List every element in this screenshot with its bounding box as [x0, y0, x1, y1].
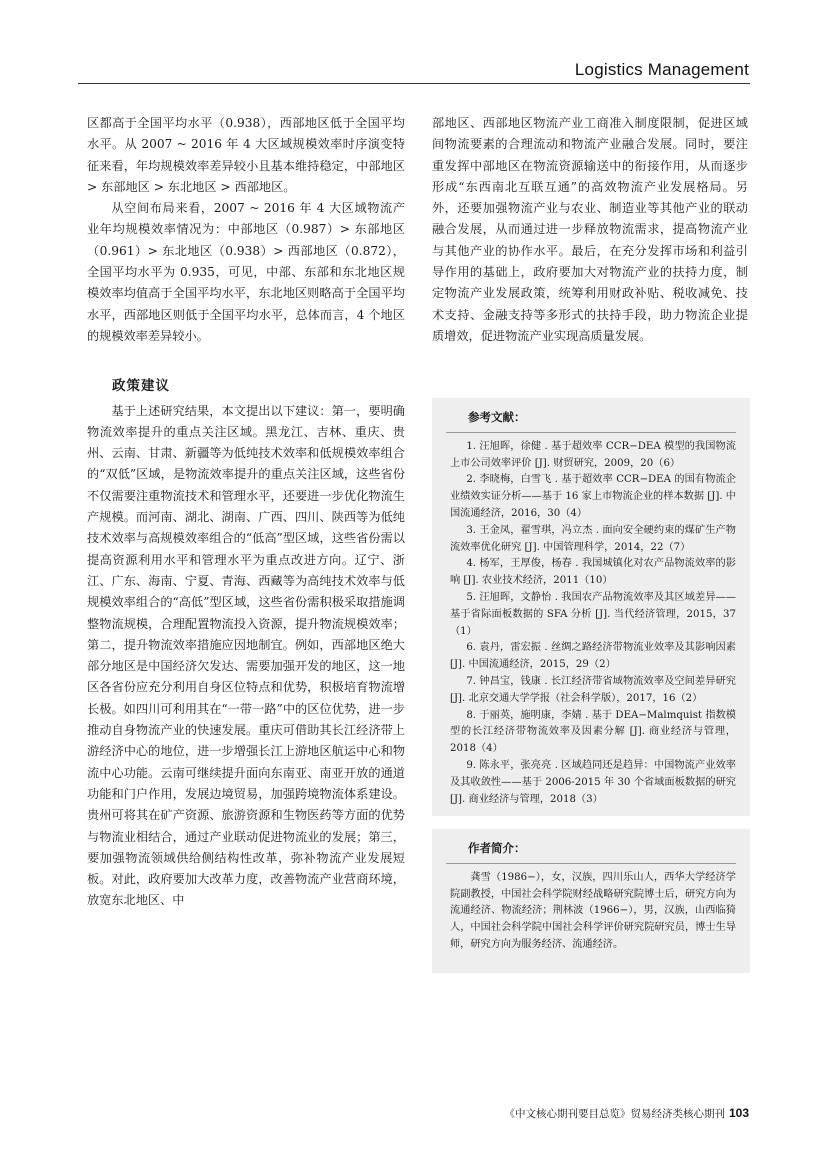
- author-box: [432, 829, 750, 973]
- reference-item: 9. 陈永平，张亮亮 . 区域趋同还是趋异：中国物流产业效率及其收敛性——基于 2006-2015 年 30 个省域面板数据的研究 [J]. 商业经济与管理，2018（3）: [450, 759, 736, 805]
- body-paragraph: 区都高于全国平均水平（0.938），西部地区低于全国平均水平。从 2007 ~ 2016 年 4 大区域规模效率时序演变特征来看，年均规模效率差异较小且基本维持稳定，中部地区 > 东部地区 > 东北地区 > 西部地区。: [87, 116, 405, 194]
- page-number: 103: [728, 1106, 749, 1120]
- reference-item: 1. 汪旭晖，徐健 . 基于超效率 CCR−DEA 模型的我国物流上市公司效率评价 [J]. 财贸研究，2009，20（6）: [450, 440, 736, 469]
- journal-section-title: Logistics Management: [574, 60, 749, 79]
- left-column: [87, 113, 405, 912]
- references-title: 参考文献：: [468, 412, 526, 424]
- reference-item: 2. 李晓梅，白雪飞 . 基于超效率 CCR−DEA 的国有物流企业绩效实证分析——基于 16 家上市物流企业的样本数据 [J]. 中国流通经济，2016，30（4）: [450, 474, 736, 519]
- reference-item: 5. 汪旭晖，文静怡 . 我国农产品物流效率及其区域差异——基于省际面板数据的 SFA 分析 [J]. 当代经济管理，2015，37（1）: [450, 591, 736, 637]
- body-paragraph: 从空间布局来看，2007 ~ 2016 年 4 大区域物流产业年均规模效率情况为：中部地区（0.987）> 东部地区（0.961）> 东北地区（0.938）> 西部地区（0.872），全国平均水平为 0.935，可见，中部、东部和东北地区规模效率均值高于全国平均水平，东北地区则略高于全国平均水平，西部地区则低于全国平均水平，总体而言，4 个地区的规模效率差异较小。: [87, 201, 405, 343]
- reference-item: 6. 袁丹，雷宏振 . 丝绸之路经济带物流业效率及其影响因素 [J]. 中国流通经济，2015，29（2）: [450, 642, 736, 671]
- references-divider: [446, 432, 736, 433]
- reference-item: 3. 王金凤，翟雪琪，冯立杰 . 面向安全硬约束的煤矿生产物流效率优化研究 [J]. 中国管理科学，2014，22（7）: [450, 524, 736, 553]
- header-divider: [78, 83, 750, 84]
- references-list: [450, 439, 736, 809]
- author-divider: [446, 863, 736, 864]
- section-heading: 政策建议: [112, 378, 170, 394]
- references-box: [432, 398, 750, 816]
- reference-item: 8. 于丽英，施明康，李婧 . 基于 DEA−Malmquist 指数模型的长江经济带物流效率及因素分解 [J]. 商业经济与管理，2018（4）: [450, 709, 736, 755]
- reference-item: 7. 钟昌宝，钱康 . 长江经济带省域物流效率及空间差异研究 [J]. 北京交通大学学报（社会科学版），2017，16（2）: [450, 675, 736, 704]
- footer-journal-note: 《中文核心期刊要目总览》贸易经济类核心期刊: [504, 1108, 725, 1120]
- page-footer: [504, 1106, 749, 1121]
- reference-item: 4. 杨军，王厚俊，杨春 . 我国城镇化对农产品物流效率的影响 [J]. 农业技术经济，2011（10）: [450, 558, 736, 587]
- body-paragraph: 基于上述研究结果，本文提出以下建议：第一，要明确物流效率提升的重点关注区域。黑龙江、吉林、重庆、贵州、云南、甘肃、新疆等为低纯技术效率和低规模效率组合的“双低”区域，是物流效率提升的重点关注区域，这些省份不仅需要注重物流技术和管理水平，还要进一步优化物流生产规模。而河南、湖北、湖南、广西、四川、陕西等为低纯技术效率与高规模效率组合的“低高”型区域，这些省份需以提高资源利用水平和管理水平为重点改进方向。辽宁、浙江、广东、海南、宁夏、青海、西藏等为高纯技术效率与低规模效率组合的“高低”型区域，这些省份需积极采取措施调整物流规模，合理配置物流投入资源，提升物流规模效率；第二，提升物流效率措施应因地制宜。例如，西部地区绝大部分地区是中国经济欠发达、需要加强开发的地区，这一地区各省份应充分利用自身区位特点和优势，积极培育物流增长极。如四川可利用其在“一带一路”中的区位优势，进一步推动自身物流产业的快速发展。重庆可借助其长江经济带上游经济中心的地位，进一步增强长江上游地区航运中心和物流中心功能。云南可继续提升面向东南亚、南亚开放的通道功能和门户作用，发展边境贸易，加强跨境物流体系建设。贵州可将其在矿产资源、旅游资源和生物医药等方面的优势与物流业相结合，通过产业联动促进物流业的发展；第三，要加强物流领域供给侧结构性改革，弥补物流产业发展短板。对此，政府要加大改革力度，改善物流产业营商环境，放宽东北地区、中: [87, 403, 405, 908]
- body-paragraph: 部地区、西部地区物流产业工商准入制度限制，促进区域间物流要素的合理流动和物流产业融合发展。同时，要注重发挥中部地区在物流资源输送中的衔接作用，从而逐步形成“东西南北互联互通”的高效物流产业发展格局。另外，还要加强物流产业与农业、制造业等其他产业的联动融合发展，从而通过进一步释放物流需求，提高物流产业与其他产业的协作水平。最后，在充分发挥市场和利益引导作用的基础上，政府要加大对物流产业的扶持力度，制定物流产业发展政策，统筹利用财政补贴、税收减免、技术支持、金融支持等多形式的扶持手段，助力物流企业提质增效，促进物流产业实现高质量发展。: [432, 116, 748, 343]
- author-title: 作者简介：: [468, 843, 526, 855]
- author-bio: 龚雪（1986−），女，汉族，四川乐山人，西华大学经济学院副教授，中国社会科学院财经战略研究院博士后，研究方向为流通经济、物流经济；荆林波（1966−），男，汉族，山西临猗人，中国社会科学院中国社会科学评价研究院研究员，博士生导师，研究方向为服务经济、流通经济。: [450, 871, 736, 950]
- right-column: [432, 113, 748, 347]
